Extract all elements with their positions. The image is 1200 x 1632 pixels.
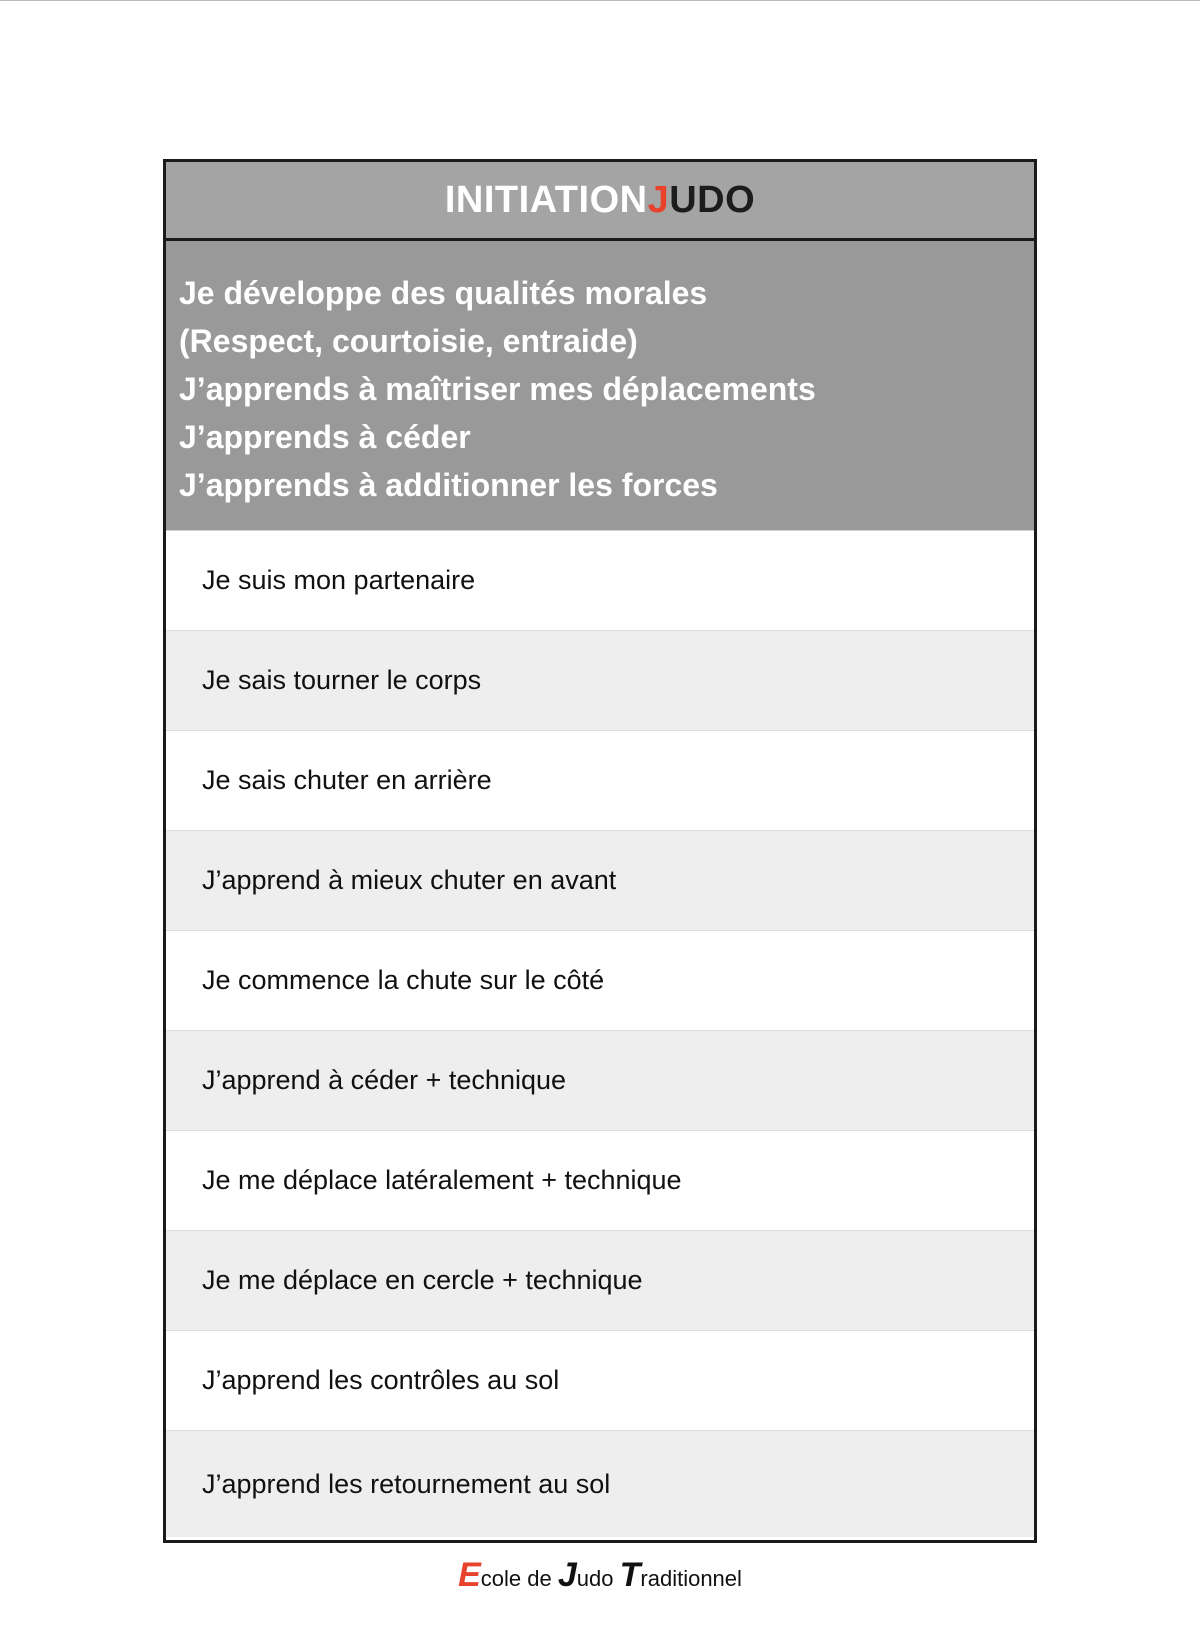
skill-row <box>166 831 1034 931</box>
skill-label: Je commence la chute sur le côté <box>202 965 605 995</box>
objective-line: J’apprends à céder <box>179 419 471 455</box>
footer-de: de <box>527 1566 552 1591</box>
school-name-footer <box>0 1556 1200 1595</box>
skill-label: J’apprend à mieux chuter en avant <box>202 865 617 895</box>
footer-judo: udo <box>576 1566 614 1591</box>
skill-row <box>166 1131 1034 1231</box>
skill-row <box>166 531 1034 631</box>
skill-row <box>166 1431 1034 1537</box>
skill-label: J’apprend à céder + technique <box>202 1065 567 1095</box>
skill-label: Je sais chuter en arrière <box>202 765 492 795</box>
skill-label: Je me déplace latéralement + technique <box>202 1165 682 1195</box>
skill-label: Je me déplace en cercle + technique <box>202 1265 643 1295</box>
top-divider <box>0 0 1200 1</box>
objective-line: (Respect, courtoisie, entraide) <box>179 323 638 359</box>
footer-traditionnel: raditionnel <box>640 1566 742 1591</box>
skill-row <box>166 731 1034 831</box>
skill-label: Je sais tourner le corps <box>202 665 482 695</box>
objective-line: J’apprends à additionner les forces <box>179 467 718 503</box>
footer-e-initial: E <box>458 1556 481 1594</box>
objective-line: Je développe des qualités morales <box>179 275 708 311</box>
footer-ecole: cole <box>480 1566 522 1591</box>
page-title <box>166 162 1034 241</box>
title-rest: UDO <box>669 178 756 221</box>
skill-row <box>166 1031 1034 1131</box>
program-card <box>163 159 1037 1543</box>
skill-label: J’apprend les retournement au sol <box>202 1468 611 1499</box>
skill-row <box>166 1331 1034 1431</box>
title-prefix: INITIATION <box>444 178 648 221</box>
skill-row <box>166 931 1034 1031</box>
footer-t-initial: T <box>619 1556 641 1594</box>
skill-row <box>166 1231 1034 1331</box>
objectives-block <box>166 241 1034 531</box>
skill-row <box>166 631 1034 731</box>
objective-line: J’apprends à maîtriser mes déplacements <box>179 371 816 407</box>
footer-j-initial: J <box>557 1556 577 1594</box>
skill-label: J’apprend les contrôles au sol <box>202 1365 560 1395</box>
skill-label: Je suis mon partenaire <box>202 565 476 595</box>
title-initial: J <box>647 178 670 221</box>
